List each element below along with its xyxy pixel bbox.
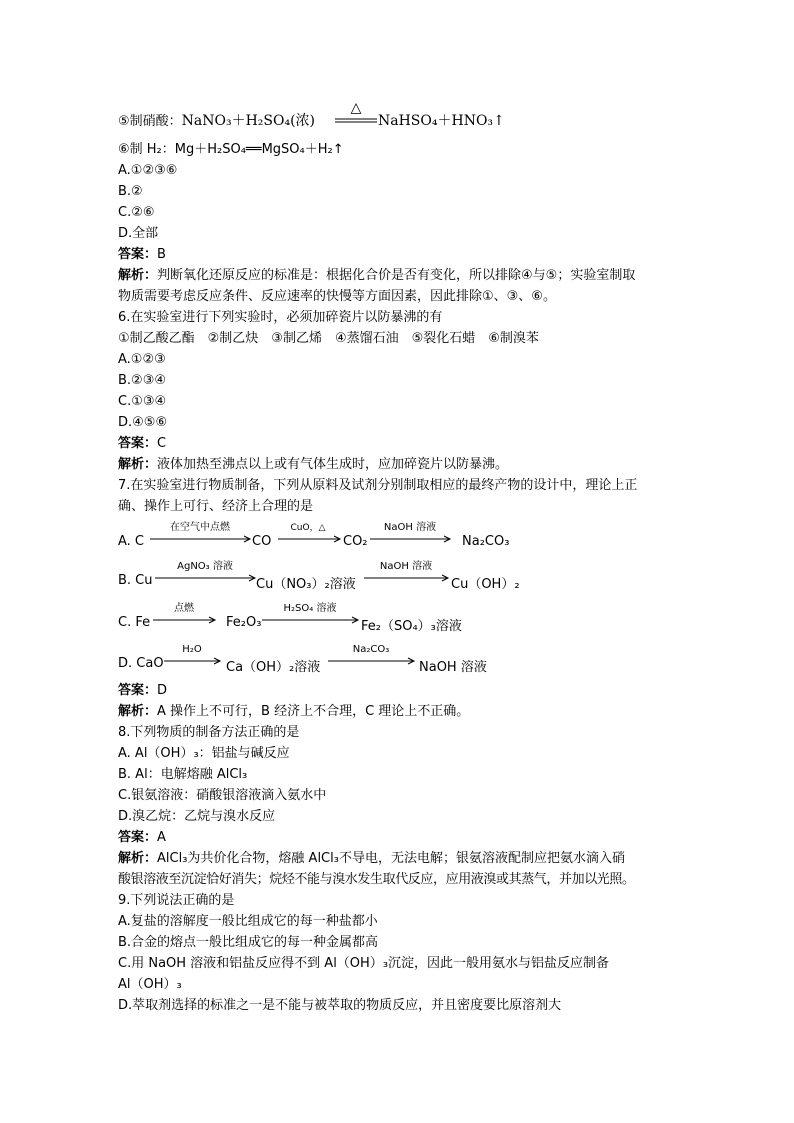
route-c-product-1: Fe₂O₃ bbox=[226, 615, 262, 630]
q5-analysis-line-1 bbox=[118, 267, 635, 284]
q6-analysis bbox=[118, 456, 508, 473]
q5-choice-a: A.①②③⑥ bbox=[118, 163, 178, 178]
equation-6: ⑥制 H₂：Mg＋H₂SO₄══MgSO₄＋H₂↑ bbox=[118, 142, 344, 157]
q7-answer bbox=[118, 682, 167, 699]
analysis-label: 解析： bbox=[118, 457, 158, 472]
equation-5 bbox=[118, 113, 315, 130]
route-b-product-2: Cu（OH）₂ bbox=[451, 577, 520, 592]
q5-analysis-line-2: 物质需要考虑反应条件、反应速率的快慢等方面因素，因此排除①、③、⑥。 bbox=[118, 289, 556, 304]
route-a-arrow-1 bbox=[150, 520, 252, 542]
route-d-start: D. CaO bbox=[118, 656, 164, 671]
answer-label: 答案： bbox=[118, 683, 158, 698]
q8-choice-b: B. Al：电解熔融 AlCl₃ bbox=[118, 767, 248, 782]
q6-answer bbox=[118, 435, 166, 452]
route-b-condition-2: NaOH 溶液 bbox=[379, 561, 433, 572]
q8-choice-d: D.溴乙烷：乙烷与溴水反应 bbox=[118, 809, 276, 824]
answer-value: A bbox=[157, 830, 166, 845]
route-b-arrow-1 bbox=[155, 559, 257, 581]
route-c-condition-1: 点燃 bbox=[174, 603, 194, 614]
analysis-label: 解析： bbox=[118, 851, 158, 866]
q9-choice-d: D.萃取剂选择的标准之一是不能与被萃取的物质反应，并且密度要比原溶剂大 bbox=[118, 998, 562, 1013]
q5-choice-b: B.② bbox=[118, 184, 143, 199]
route-d-arrow-1 bbox=[164, 642, 222, 664]
q6-items: ①制乙酸乙酯 ②制乙炔 ③制乙烯 ④蒸馏石油 ⑤裂化石蜡 ⑥制溴苯 bbox=[118, 331, 539, 346]
q8-analysis-line-1 bbox=[118, 850, 625, 867]
route-d-arrow-2 bbox=[328, 642, 416, 664]
analysis-text: 液体加热至沸点以上或有气体生成时，应加碎瓷片以防暴沸。 bbox=[157, 457, 509, 472]
route-d-condition-2: Na₂CO₃ bbox=[352, 644, 390, 655]
analysis-text: AlCl₃为共价化合物，熔融 AlCl₃不导电，无法电解；银氨溶液配制应把氨水滴入硝 bbox=[157, 851, 625, 866]
route-a-product-2: CO₂ bbox=[343, 534, 368, 549]
q8-stem: 8.下列物质的制备方法正确的是 bbox=[118, 725, 300, 740]
q6-choice-d: D.④⑤⑥ bbox=[118, 415, 168, 430]
route-c-condition-2: H₂SO₄ 溶液 bbox=[283, 603, 337, 614]
analysis-label: 解析： bbox=[118, 268, 158, 283]
analysis-label: 解析： bbox=[118, 704, 158, 719]
answer-value: B bbox=[157, 247, 166, 262]
q5-answer bbox=[118, 246, 166, 263]
q5-choice-c: C.②⑥ bbox=[118, 205, 155, 220]
route-a-product-1: CO bbox=[252, 534, 272, 549]
answer-label: 答案： bbox=[118, 247, 158, 262]
route-a-arrow-2 bbox=[278, 520, 342, 542]
q9-choice-b: B.合金的熔点一般比组成它的每一种金属都高 bbox=[118, 935, 379, 950]
route-b-condition-1: AgNO₃ 溶液 bbox=[177, 561, 233, 572]
q9-stem: 9.下列说法正确的是 bbox=[118, 893, 235, 908]
route-a-product-3: Na₂CO₃ bbox=[462, 534, 510, 549]
answer-value: D bbox=[157, 683, 168, 698]
answer-label: 答案： bbox=[118, 830, 158, 845]
equation-5-label: ⑤制硝酸： bbox=[118, 114, 182, 129]
q9-choice-c-line-2: Al（OH）₃ bbox=[118, 977, 182, 992]
heating-condition-symbol: △ bbox=[350, 100, 362, 116]
q9-choice-c-line-1: C.用 NaOH 溶液和铝盐反应得不到 Al（OH）₃沉淀，因此一般用氨水与铝盐反应制备 bbox=[118, 956, 610, 971]
route-d-product-1: Ca（OH）₂溶液 bbox=[226, 660, 321, 675]
equation-5-left: NaNO₃＋H₂SO₄(浓) bbox=[181, 113, 316, 129]
q6-stem: 6.在实验室进行下列实验时，必须加碎瓷片以防暴沸的有 bbox=[118, 310, 443, 325]
q8-analysis-line-2: 酸银溶液至沉淀恰好消失；烷烃不能与溴水发生取代反应，应用液溴或其蒸气，并加以光照。 bbox=[118, 872, 635, 887]
q8-choice-c: C.银氨溶液：硝酸银溶液滴入氨水中 bbox=[118, 788, 327, 803]
equation-5-right: NaHSO₄＋HNO₃↑ bbox=[378, 113, 505, 129]
q6-choice-a: A.①②③ bbox=[118, 352, 166, 367]
route-c-start: C. Fe bbox=[118, 615, 151, 630]
q6-choice-b: B.②③④ bbox=[118, 373, 167, 388]
route-a-condition-2: CuO，△ bbox=[290, 523, 326, 533]
route-a-start: A. C bbox=[118, 534, 145, 549]
answer-value: C bbox=[157, 436, 167, 451]
answer-label: 答案： bbox=[118, 436, 158, 451]
q8-choice-a: A. Al（OH）₃：铝盐与碱反应 bbox=[118, 746, 290, 761]
q7-analysis bbox=[118, 703, 469, 720]
route-a-condition-3: NaOH 溶液 bbox=[383, 522, 437, 533]
q7-stem-line-1: 7.在实验室进行物质制备，下列从原料及试剂分别制取相应的最终产物的设计中，理论上正 bbox=[118, 478, 638, 493]
route-b-arrow-2 bbox=[364, 559, 450, 581]
equation-5-condition-sign bbox=[335, 98, 377, 128]
route-a-arrow-3 bbox=[370, 520, 452, 542]
q6-choice-c: C.①③④ bbox=[118, 394, 167, 409]
route-c-arrow-2 bbox=[262, 601, 360, 623]
analysis-text: A 操作上不可行，B 经济上不合理，C 理论上不正确。 bbox=[157, 704, 470, 719]
q8-answer bbox=[118, 829, 166, 846]
route-d-product-2: NaOH 溶液 bbox=[419, 660, 487, 675]
route-c-product-2: Fe₂（SO₄）₃溶液 bbox=[361, 619, 462, 634]
q5-choice-d: D.全部 bbox=[118, 226, 159, 241]
analysis-text: 判断氧化还原反应的标准是：根据化合价是否有变化，所以排除④与⑤；实验室制取 bbox=[157, 268, 636, 283]
q7-stem-line-2: 确、操作上可行、经济上合理的是 bbox=[118, 499, 314, 514]
route-b-start: B. Cu bbox=[118, 573, 153, 588]
route-a-condition-1: 在空气中点燃 bbox=[170, 522, 230, 533]
route-b-product-1: Cu（NO₃）₂溶液 bbox=[256, 577, 356, 592]
q9-choice-a: A.复盐的溶解度一般比组成它的每一种盐都小 bbox=[118, 914, 378, 929]
route-d-condition-1: H₂O bbox=[182, 644, 202, 655]
route-c-arrow-1 bbox=[153, 601, 217, 623]
